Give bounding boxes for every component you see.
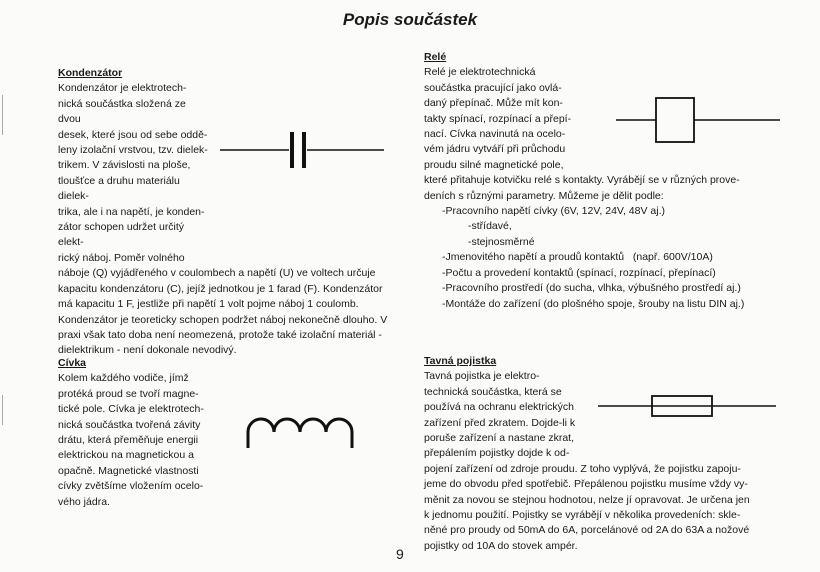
section-text: pojení zařízení od zdroje proudu. Z toho vyplývá, že pojistku zapoju- jeme do obvodu před spotřebič. Přepálenou pojistku musíme vždy vy- měnit za novou se stejnou hodnotou, nelze jí opravovat. Je určena jen k jednomu použití. Pojistky se vyrábějí v několika provedeních: skle- něné pro proudy od 50mA do 6A, porcelánové od 2A do 63A a nožové pojistky od 10A do stovek ampér. bbox=[424, 462, 750, 552]
section-text-wrapped: Relé je elektrotechnická součástka pracující jako ovlá- daný přepínač. Může mít kon- takty spínací, rozpínací a přepí- nací. Cívka navinutá na ocelo- vém jádru vytváří při průchodu proudu silné magnetické pole, bbox=[424, 66, 572, 171]
section-kondenzator bbox=[58, 66, 398, 359]
list-item: -Montáže do zařízení (do plošného spoje, šrouby na listu DIN aj.) bbox=[442, 297, 745, 310]
parameter-list bbox=[424, 204, 784, 312]
list-item: -Jmenovitého napětí a proudů kontaktů (např. 600V/10A) bbox=[442, 251, 713, 264]
section-heading: Tavná pojistka bbox=[424, 355, 497, 367]
section-text-wrapped: Kolem každého vodiče, jímž protéká proud se tvoří magne- tické pole. Cívka je elektrotech- nická součástka tvořená závity drátu, která přeměňuje energii elektrickou na magnetickou a opačně. Magnetické vlastnosti cívky zvětšíme vložením ocelo- vého jádra. bbox=[58, 372, 204, 508]
section-heading: Kondenzátor bbox=[58, 67, 123, 79]
page-title: Popis součástek bbox=[342, 10, 478, 29]
inductor-symbol-icon bbox=[240, 400, 360, 454]
list-item: -Pracovního prostředí (do sucha, vlhka, výbušného prostředí aj.) bbox=[442, 282, 741, 295]
fuse-symbol-icon bbox=[596, 394, 780, 428]
section-text: náboje (Q) vyjádřeného v coulombech a napětí (U) ve voltech určuje kapacitu kondenzátoru (C), jejíž jednotkou je 1 farad (F). Kondenzátor má kapacitu 1 F, jestliže při napětí 1 volt pojme náboj 1 coulomb. Kondenzátor je teoreticky schopen podržet náboj nekonečně dlouho. V praxi však tato doba není neomezená, protože také izolační materiál - dielektrikum - není dokonale nevodivý. bbox=[58, 267, 388, 357]
section-rele bbox=[424, 50, 784, 312]
list-item: -střídavé, bbox=[468, 220, 512, 233]
section-civka bbox=[58, 356, 208, 510]
scan-margin-mark bbox=[2, 395, 3, 425]
list-item: -stejnosměrné bbox=[468, 235, 535, 248]
capacitor-symbol-icon bbox=[218, 128, 388, 172]
section-text-wrapped: Tavná pojistka je elektro- technická součástka, která se používá na ochranu elektrických zařízení před zkratem. Dojde-li k poruše zařízení a nastane zkrat, přepálením pojistky dojde k od- bbox=[424, 370, 576, 460]
section-pojistka bbox=[424, 354, 784, 554]
list-item: -Počtu a provedení kontaktů (spínací, rozpínací, přepínací) bbox=[442, 266, 716, 279]
section-text: které přitahuje kotvičku relé s kontakty. Vyrábějí se v různých prove- deních s různými parametry. Můžeme je dělit podle: bbox=[424, 174, 740, 202]
list-item: -Pracovního napětí cívky (6V, 12V, 24V, 48V aj.) bbox=[442, 205, 665, 218]
relay-symbol-icon bbox=[614, 94, 784, 148]
section-heading: Relé bbox=[424, 51, 447, 63]
section-text-wrapped: Kondenzátor je elektrotech- nická součástka složená ze dvou desek, které jsou od sebe oddě- leny izolační vrstvou, tzv. dielek- trikem. V závislosti na ploše, tloušťce a druhu materiálu dielek- trika, ale i na napětí, je konden- zátor schopen udržet určitý elekt- rický náboj. Poměr volného bbox=[58, 82, 208, 264]
page-number: 9 bbox=[396, 546, 404, 562]
scan-margin-mark bbox=[2, 95, 3, 135]
section-heading: Cívka bbox=[58, 357, 87, 369]
